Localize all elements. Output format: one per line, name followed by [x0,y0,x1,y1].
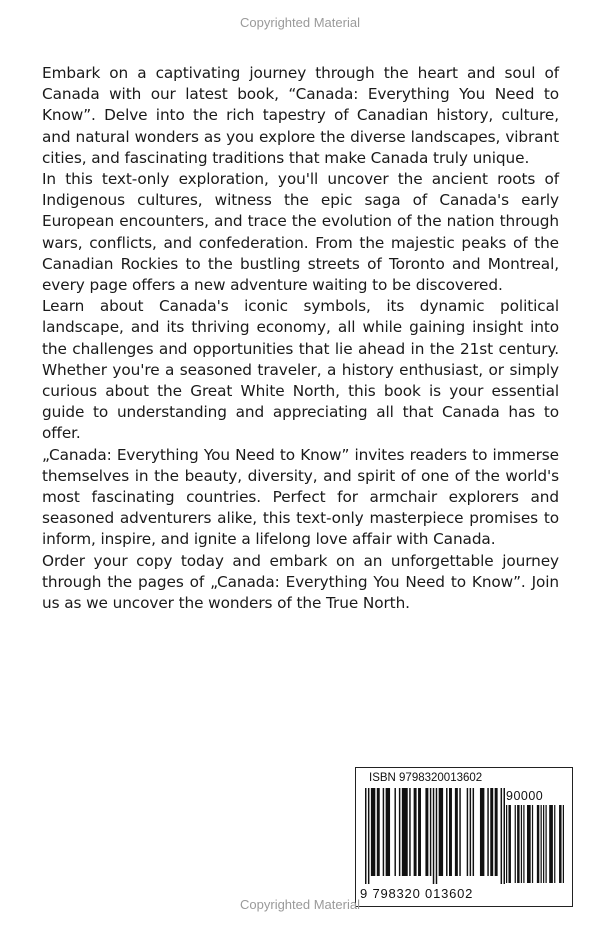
barcode-bar [517,805,519,883]
back-cover-blurb [42,63,559,614]
barcode-bar [467,788,468,876]
barcode-bar [515,805,516,883]
blurb-paragraph: Embark on a captivating journey through the heart and soul of Canada with our latest book, “Canada: Everything You Need to Know”. Delve into the rich tapestry of Canadian history, culture, and natural wonders as you explore the diverse landscapes, vibrant cities, and fascinating traditions that make Canada truly unique. [42,64,559,167]
barcode-bar [532,805,533,883]
barcode-bar [409,788,410,876]
barcode-bar [523,805,524,883]
barcode-bar [449,788,452,876]
barcode-bar [402,788,408,876]
barcode-bar [414,788,417,876]
barcode-bar [425,788,428,876]
barcode-bar [365,788,366,884]
addon-barcode [506,805,564,883]
barcode-bar [383,788,384,876]
barcode-bar [480,788,484,876]
barcode-bar [368,788,369,884]
barcode-bar [470,788,471,876]
barcode-bar [490,788,493,876]
blurb-paragraph: In this text-only exploration, you'll uncover the ancient roots of Indigenous cultures, witness the epic saga of Canada's early European encounters, and trace the evolution of the nation through wars, conflicts, and confederation. From the majestic peaks of the Canadian Rockies to the bustling streets of Toronto and Montreal, every page offers a new adventure waiting to be discovered. [42,170,559,295]
barcode-bar [455,788,458,876]
blurb-paragraph: Order your copy today and embark on an unforgettable journey through the pages of „Canada: Everything You Need to Know”. Join us as we uncover the wonders of the True North. [42,551,559,613]
barcode-bar [563,805,564,883]
barcode-bar [554,805,555,883]
barcode-bar [473,788,474,876]
barcode-bar [559,805,561,883]
isbn-barcode-box [355,767,573,907]
barcode-bar [541,805,542,883]
barcode-digits: 9 798320 013602 [360,886,474,901]
barcode-bar [537,805,539,883]
barcode-bar [495,788,498,876]
barcode-bar [521,805,522,883]
barcode-bar [371,788,375,876]
barcode-bar [543,805,544,883]
barcode-bar [446,788,447,876]
barcode-bar [459,788,460,876]
barcode-bar [399,788,400,876]
barcode-bar [487,788,488,876]
barcode-bar [439,788,443,876]
barcode-bar [394,788,395,876]
blurb-paragraph: „Canada: Everything You Need to Know” invites readers to immerse themselves in the beauty, diversity, and spirit of one of the world's most fascinating countries. Perfect for armchair explorers and seasoned adventurers alike, this text-only masterpiece promises to inform, inspire, and ignite a lifelong love affair with Canada. [42,445,559,549]
barcode-bar [527,805,531,883]
barcode-bar [430,788,431,876]
barcode-bar [504,788,505,884]
copyright-watermark-bottom: Copyrighted Material [240,897,360,912]
price-code: 90000 [506,789,544,803]
barcode-bar [386,788,390,876]
barcode-bar [418,788,421,876]
blurb-paragraph: Learn about Canada's iconic symbols, its dynamic political landscape, and its thriving economy, all while gaining insight into the challenges and opportunities that lie ahead in the 21st century. Whether you're a seasoned traveler, a history enthusiast, or simply curious about the Great White North, this book is your essential guide to understanding and appreciating all that Canada has to offer. [42,297,559,443]
barcode-bar [436,788,437,884]
barcode-bar [508,805,510,883]
barcode-bar [545,805,546,883]
barcode-bar [433,788,434,884]
copyright-watermark-top: Copyrighted Material [240,15,360,30]
barcode-bar [549,805,553,883]
isbn-label: ISBN 9798320013602 [369,772,483,784]
barcode-bar [501,788,502,884]
barcode-bar [377,788,380,876]
barcode-bar [506,805,507,883]
ean13-barcode [365,788,505,886]
